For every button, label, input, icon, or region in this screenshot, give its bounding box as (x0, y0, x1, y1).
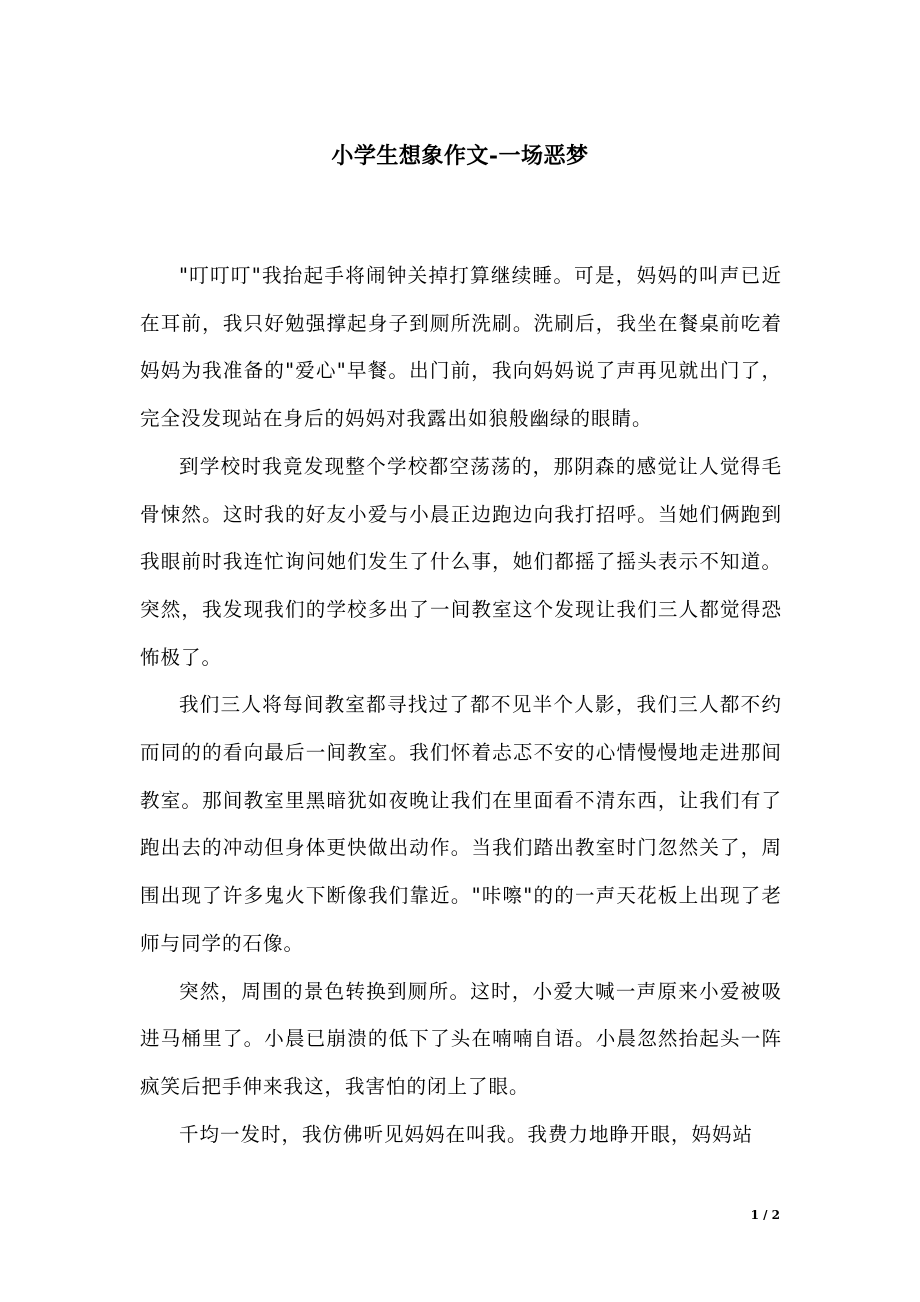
paragraph-5: 千均一发时，我仿佛听见妈妈在叫我。我费力地睁开眼，妈妈站 (179, 1122, 754, 1146)
document-body (140, 252, 782, 1158)
paragraph-4: 突然，周围的景色转换到厕所。这时，小爱大喊一声原来小爱被吸进马桶里了。小晨已崩溃的低下了头在喃喃自语。小晨忽然抬起头一阵疯笑后把手伸来我这，我害怕的闭上了眼。 (140, 979, 782, 1098)
paragraph-2: 到学校时我竟发现整个学校都空荡荡的，那阴森的感觉让人觉得毛骨悚然。这时我的好友小爱与小晨正边跑边向我打招呼。当她们俩跑到我眼前时我连忙询问她们发生了什么事，她们都摇了摇头表示不知道。突然，我发现我们的学校多出了一间教室这个发现让我们三人都觉得恐怖极了。 (140, 454, 782, 669)
paragraph-1: "叮叮叮"我抬起手将闹钟关掉打算继续睡。可是，妈妈的叫声已近在耳前，我只好勉强撑起身子到厕所洗刷。洗刷后，我坐在餐桌前吃着妈妈为我准备的"爱心"早餐。出门前，我向妈妈说了声再见就出门了，完全没发现站在身后的妈妈对我露出如狼般幽绿的眼睛。 (140, 264, 782, 431)
page-number: 1 / 2 (750, 1208, 780, 1222)
document-title: 小学生想象作文-一场恶梦 (331, 143, 589, 169)
paragraph-3: 我们三人将每间教室都寻找过了都不见半个人影，我们三人都不约而同的的看向最后一间教室。我们怀着忐忑不安的心情慢慢地走进那间教室。那间教室里黑暗犹如夜晚让我们在里面看不清东西，让我们有了跑出去的冲动但身体更快做出动作。当我们踏出教室时门忽然关了，周围出现了许多鬼火下断像我们靠近。"咔嚓"的的一声天花板上出现了老师与同学的石像。 (140, 693, 782, 955)
